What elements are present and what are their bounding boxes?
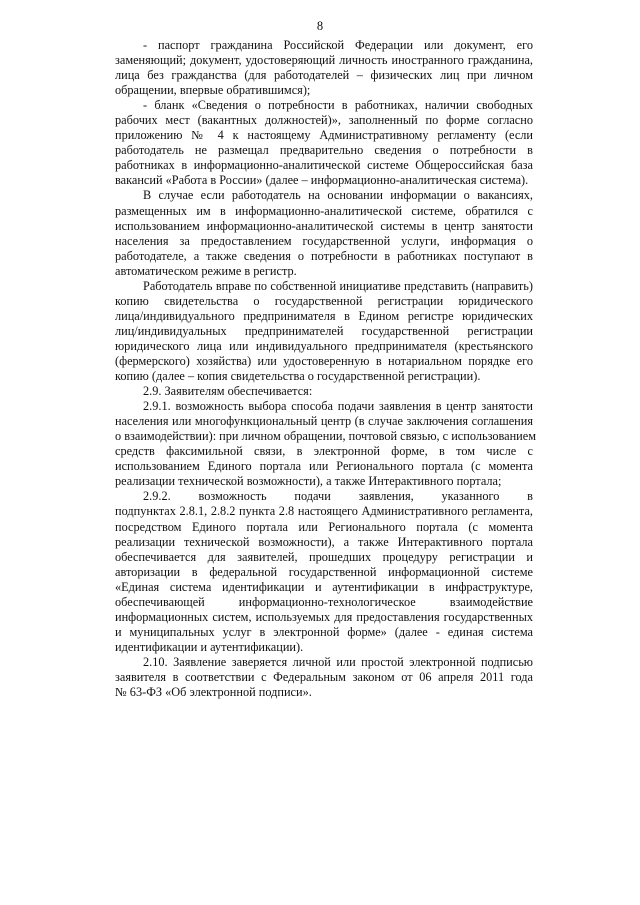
text-line: подпунктах 2.8.1, 2.8.2 пункта 2.8 настоящего Административного регламента,	[115, 504, 533, 519]
text-line: идентификации и аутентификации).	[115, 639, 304, 654]
text-line: населения за предоставлением государственной услуги, информация о	[115, 233, 533, 248]
text-line: реализации технической возможности), а также Интерактивного портала	[115, 534, 533, 549]
text-line: вакансий «Работа в России» (далее – информационно-аналитическая система).	[115, 173, 529, 188]
text-line: копию свидетельства о государственной регистрации юридического	[115, 293, 533, 308]
text-line: посредством Единого портала или Регионального портала (с момента	[115, 519, 533, 534]
text-line: 2.9.1. возможность выбора способа подачи заявления в центр занятости	[143, 399, 533, 414]
text-line: 2.10. Заявление заверяется личной или простой электронной подписью	[143, 654, 533, 669]
text-line: обеспечивается для заявителей, прошедших процедуру регистрации и	[115, 549, 533, 564]
paragraph	[115, 279, 533, 384]
text-line: обращении, впервые обратившимся);	[115, 83, 311, 98]
text-line: В случае если работодатель на основании информации о вакансиях,	[143, 188, 533, 203]
text-line: 2.9. Заявителям обеспечивается:	[143, 384, 313, 399]
text-line: заявителя в соответствии с Федеральным законом от 06 апреля 2011 года	[115, 669, 533, 684]
text-line: размещенных им в информационно-аналитической системе, обратился с	[115, 203, 533, 218]
text-line: юридического лица или индивидуального предпринимателя (крестьянского	[115, 338, 533, 353]
text-line: реализации технической возможности), а также Интерактивного портала;	[115, 474, 502, 489]
text-line: приложению № 4 к настоящему Административному регламенту (если	[115, 128, 533, 143]
paragraph	[115, 655, 533, 700]
text-line: - бланк «Сведения о потребности в работниках, наличии свободных	[143, 98, 533, 113]
text-line: № 63-ФЗ «Об электронной подписи».	[115, 685, 312, 700]
page-number: 8	[316, 19, 324, 33]
text-line: использованием Единого портала или Регионального портала (с момента	[115, 459, 533, 474]
text-line: обеспечивающей информационно-технологическое взаимодействие	[115, 594, 533, 609]
text-line: лиц/индивидуальных предпринимателей государственной регистрации	[115, 323, 533, 338]
text-line: (фермерского) хозяйства) или удостоверенную в нотариальном порядке его	[115, 353, 533, 368]
paragraph	[115, 399, 537, 489]
text-line: Работодатель вправе по собственной инициативе представить (направить)	[143, 278, 533, 293]
text-line: о взаимодействии): при личном обращении, почтовой связью, с использованием	[115, 429, 537, 444]
text-line: использованием информационно-аналитической системы в центр занятости	[115, 218, 533, 233]
document-body	[115, 38, 537, 700]
text-line: копию (далее – копия свидетельства о государственной регистрации).	[115, 369, 481, 384]
paragraph	[115, 489, 533, 655]
text-line: информационных систем, используемых для предоставления государственных	[115, 609, 533, 624]
text-line: средств факсимильной связи, в электронной форме, в том числе с	[115, 444, 533, 459]
paragraph	[115, 188, 533, 278]
text-line: «Единая система идентификации и аутентификации в инфраструктуре,	[115, 579, 533, 594]
text-line: рабочих мест (вакантных должностей)», заполненный по форме согласно	[115, 113, 533, 128]
paragraph	[115, 38, 533, 98]
text-line: работниках в информационно-аналитической системе Общероссийская база	[115, 158, 533, 173]
text-line: и муниципальных услуг в электронной форме» (далее - единая система	[115, 624, 533, 639]
text-line: автоматическом режиме в регистр.	[115, 263, 297, 278]
text-line: заменяющий; документ, удостоверяющий личность иностранного гражданина,	[115, 53, 533, 68]
text-line: населения или многофункциональный центр (в случае заключения соглашения	[115, 414, 533, 429]
text-line: лица/индивидуального предпринимателя в Едином регистре юридических	[115, 308, 533, 323]
text-line: работодатель не размещал предварительно сведения о потребности в	[115, 143, 533, 158]
paragraph	[115, 384, 533, 399]
text-line: лица без гражданства (для работодателей – физических лиц при личном	[115, 68, 533, 83]
text-line: - паспорт гражданина Российской Федерации или документ, его	[143, 38, 533, 52]
paragraph	[115, 98, 533, 188]
text-line: авторизации в федеральной государственной информационной системе	[115, 564, 533, 579]
text-line: 2.9.2. возможность подачи заявления, указанного в	[143, 489, 533, 504]
text-line: работодателе, а также сведения о потребности в работниках поступают в	[115, 248, 533, 263]
